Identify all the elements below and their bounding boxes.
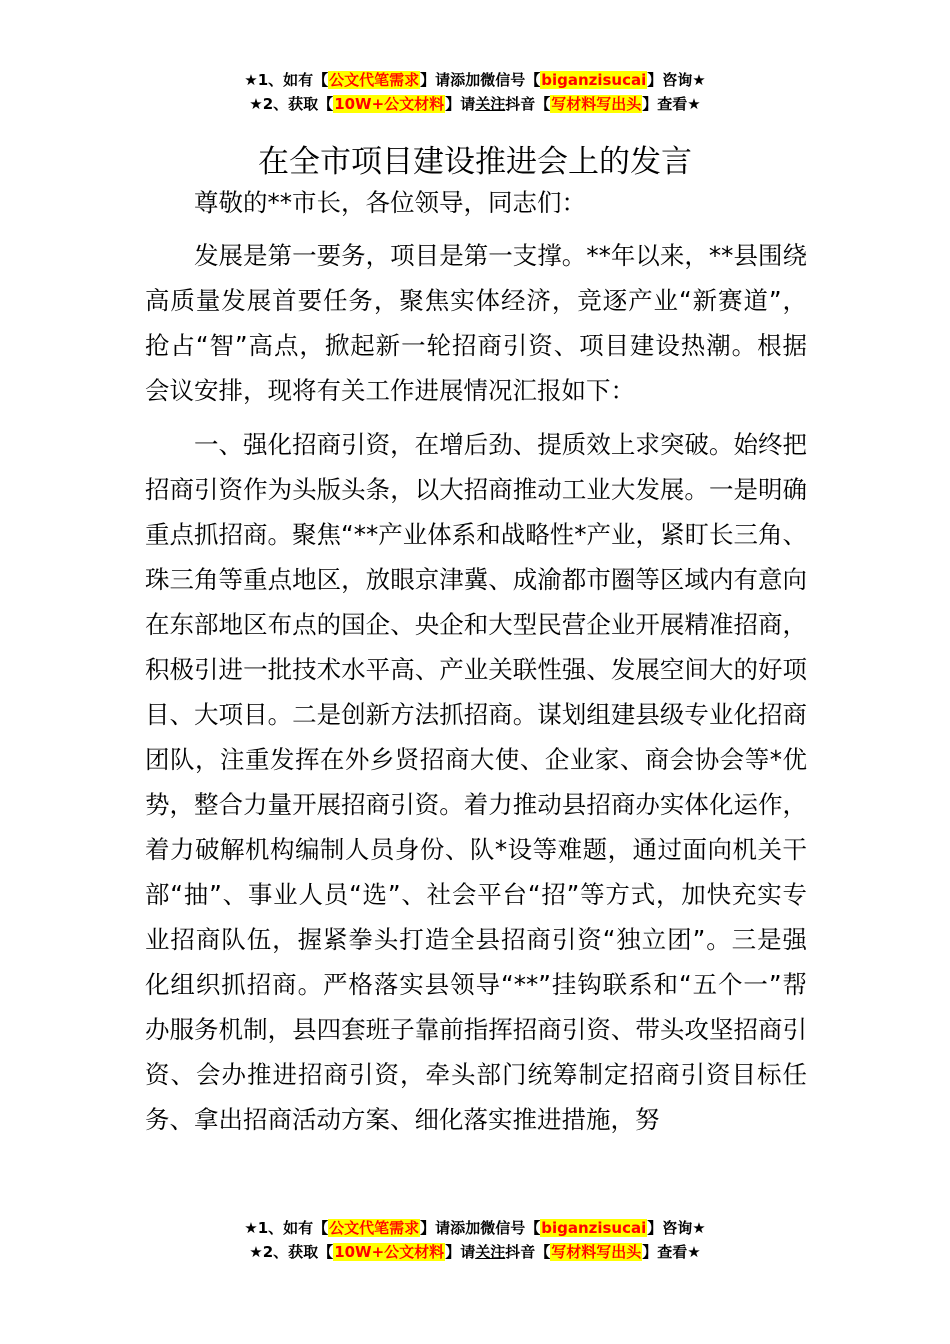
- greeting-text: 尊敬的**市长，各位领导，同志们：: [194, 188, 586, 217]
- banner-line-1: ★1、如有【公文代笔需求】请添加微信号【biganzisucai】咨询★: [244, 71, 706, 89]
- banner-line-2: ★2、获取【10W+公文材料】请关注抖音【写材料写出头】查看★: [249, 95, 701, 113]
- document-title: 在全市项目建设推进会上的发言: [258, 143, 692, 180]
- paragraph-intro-text: 发展是第一要务，项目是第一支撑。**年以来，**县围绕高质量发展首要任务，聚焦实体经济，竞逐产业“新赛道”，抢占“智”高点，掀起新一轮招商引资、项目建设热潮。根据会议安排，现将有关工作进展情况汇报如下：: [145, 241, 807, 405]
- footer-highlight-materials: 10W+公文材料: [334, 1243, 445, 1261]
- highlight-materials: 10W+公文材料: [334, 95, 445, 113]
- header-banner: [0, 68, 950, 116]
- greeting: [145, 180, 807, 225]
- highlight-douyin-id: 写材料写出头: [551, 95, 642, 113]
- footer-banner-line-1: ★1、如有【公文代笔需求】请添加微信号【biganzisucai】咨询★: [244, 1219, 706, 1237]
- paragraph-section-one: [145, 422, 807, 1182]
- footer-highlight-douyin-id: 写材料写出头: [551, 1243, 642, 1261]
- paragraph-intro: [145, 233, 807, 413]
- paragraph-section-one-text: 一、强化招商引资，在增后劲、提质效上求突破。始终把招商引资作为头版头条，以大招商推动工业大发展。一是明确重点抓招商。聚焦“**产业体系和战略性*产业，紧盯长三角、珠三角等重点地区，放眼京津冀、成渝都市圈等区域内有意向在东部地区布点的国企、央企和大型民营企业开展精准招商，积极引进一批技术水平高、产业关联性强、发展空间大的好项目、大项目。二是创新方法抓招商。谋划组建县级专业化招商团队，注重发挥在外乡贤招商大使、企业家、商会协会等*优势，整合力量开展招商引资。着力推动县招商办实体化运作，着力破解机构编制人员身份、队*设等难题，通过面向机关干部“抽”、事业人员“选”、社会平台“招”等方式，加快充实专业招商队伍，握紧拳头打造全县招商引资“独立团”。三是强化组织抓招商。严格落实县领导“**”挂钩联系和“五个一”帮办服务机制，县四套班子靠前指挥招商引资、带头攻坚招商引资、会办推进招商引资，牵头部门统筹制定招商引资目标任务、拿出招商活动方案、细化落实推进措施，努: [145, 430, 807, 1134]
- highlight-service: 公文代笔需求: [329, 71, 420, 89]
- footer-highlight-wechat-id: biganzisucai: [541, 1219, 647, 1237]
- footer-banner-line-2: ★2、获取【10W+公文材料】请关注抖音【写材料写出头】查看★: [249, 1243, 701, 1261]
- highlight-wechat-id: biganzisucai: [541, 71, 647, 89]
- footer-banner: [0, 1216, 950, 1264]
- footer-highlight-service: 公文代笔需求: [329, 1219, 420, 1237]
